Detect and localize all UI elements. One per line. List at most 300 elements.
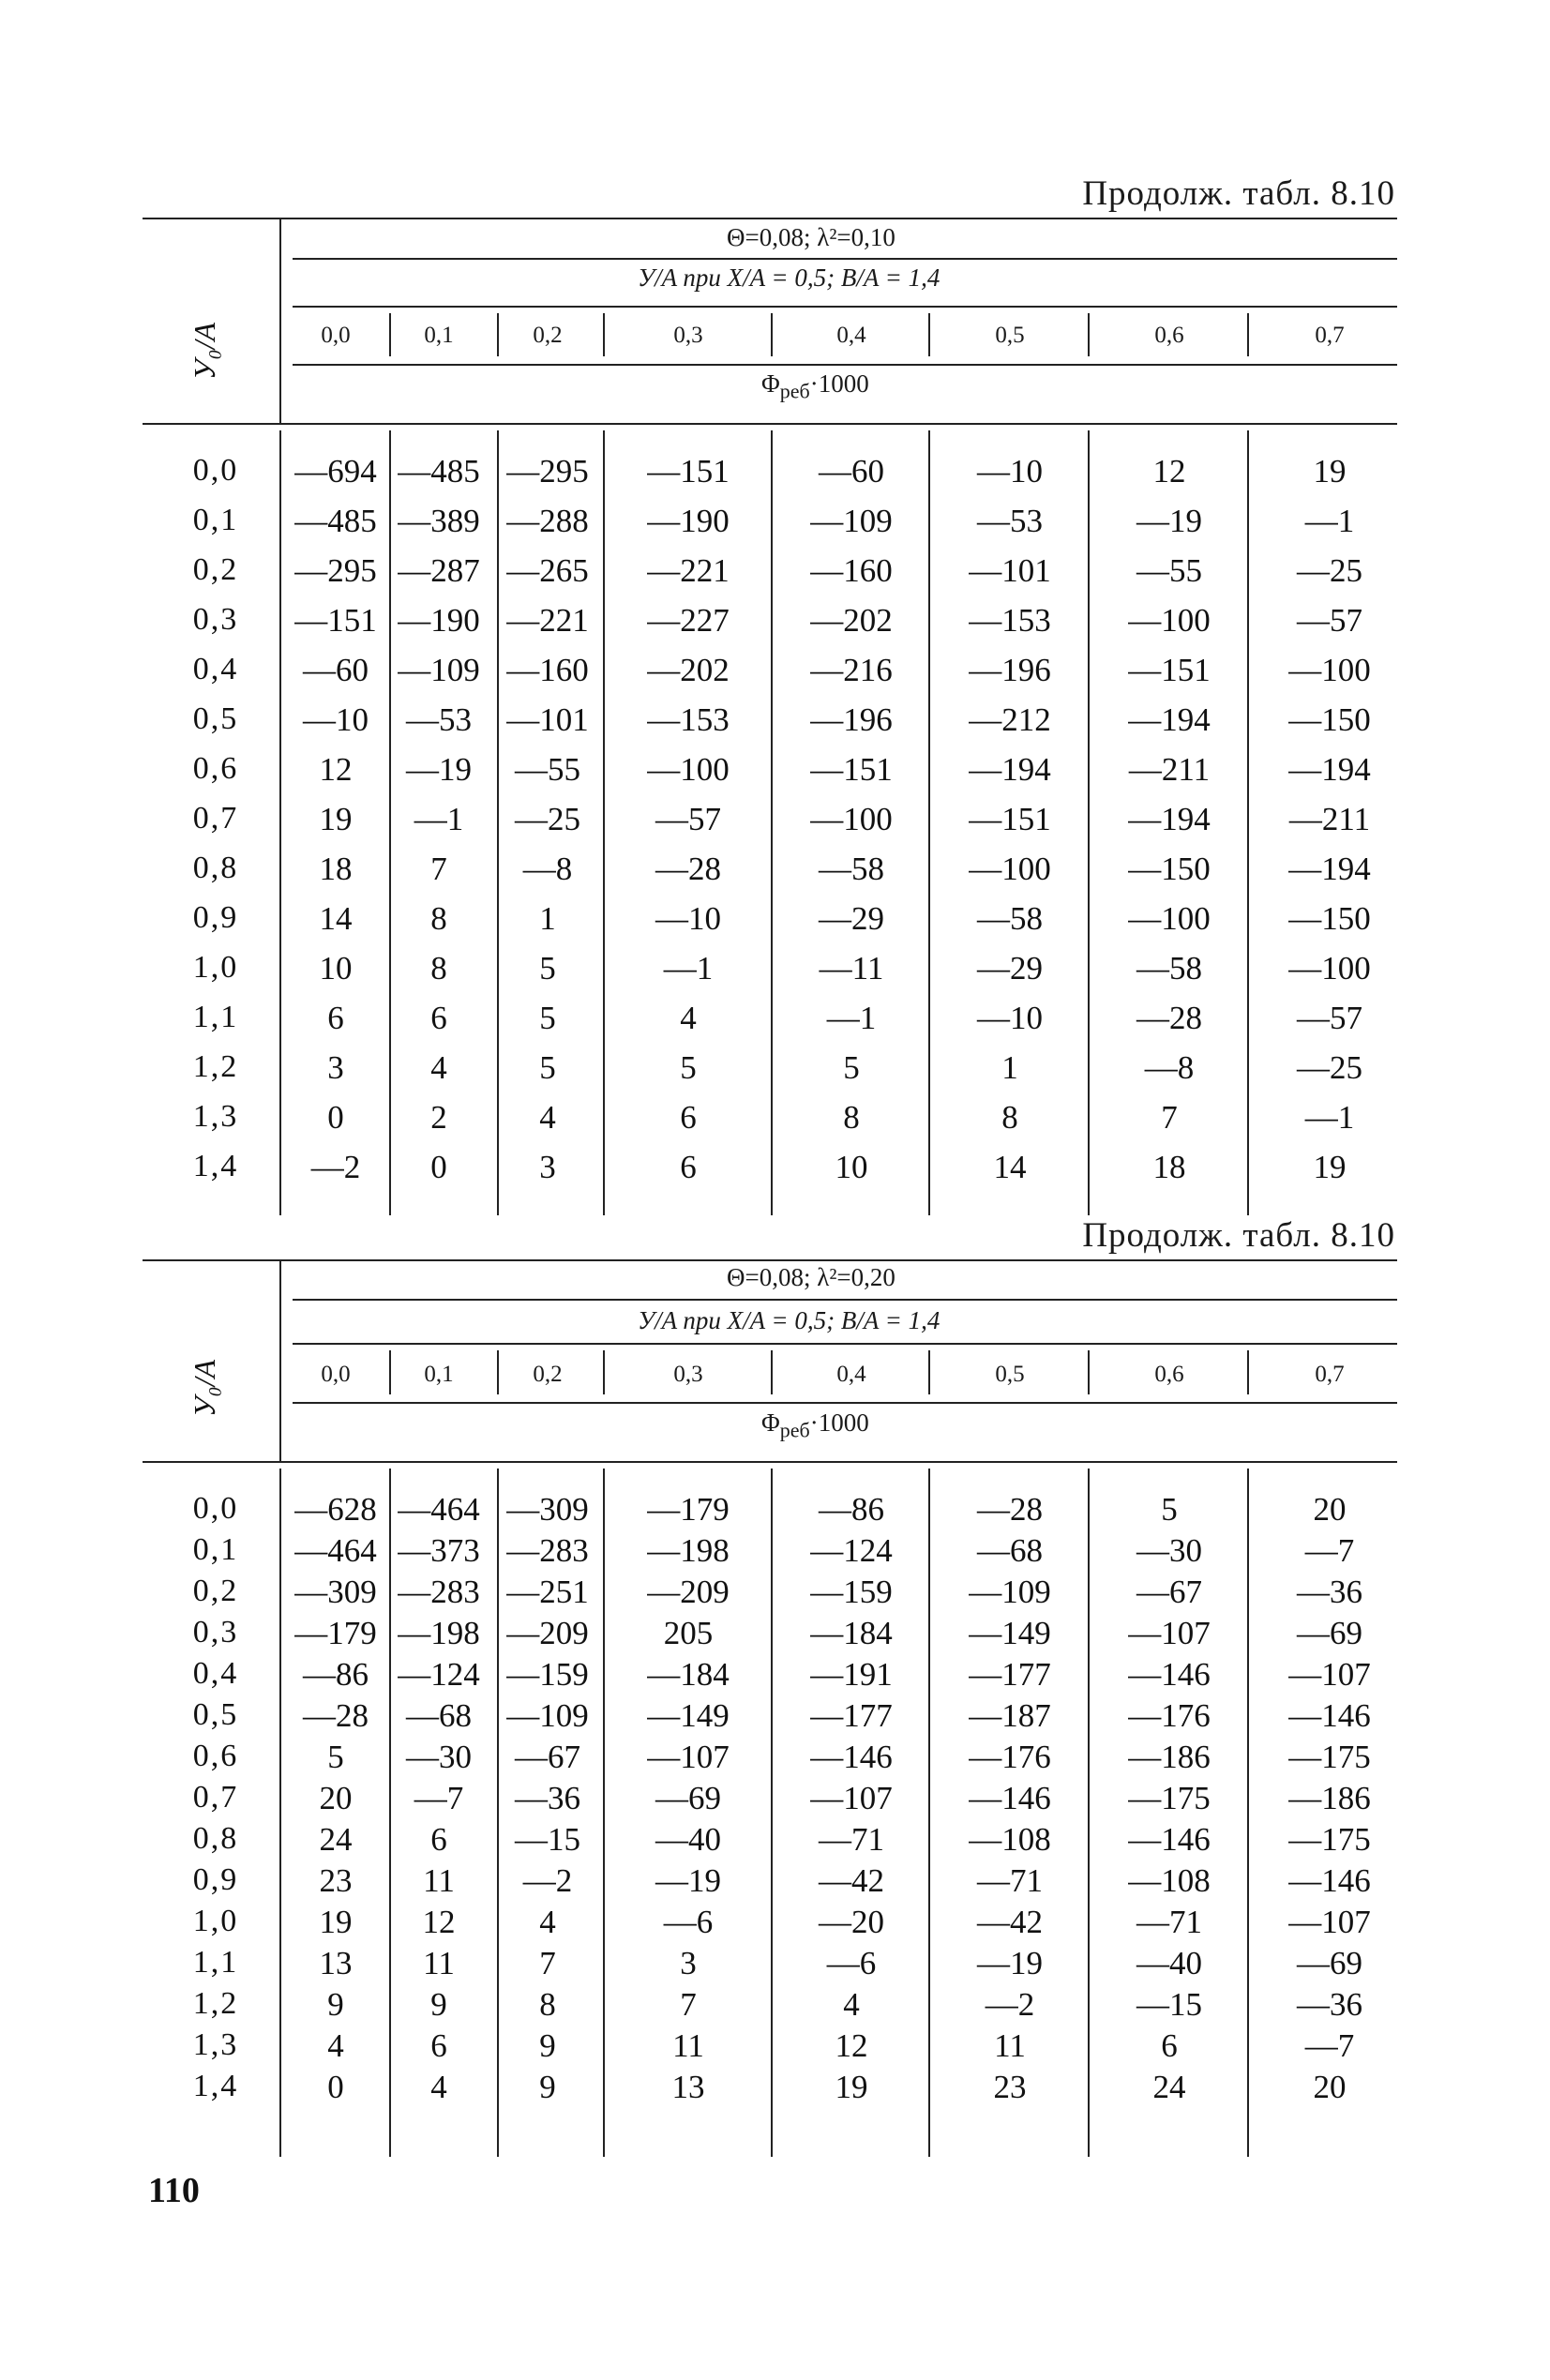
table-rule [293, 1402, 1397, 1404]
table-cell: 7 [1161, 1099, 1178, 1136]
column-header-separator [497, 313, 499, 356]
table-cell: —100 [810, 801, 893, 837]
column-header: 0,3 [673, 1362, 703, 1387]
table-cell: —109 [810, 503, 893, 539]
table-cell: —216 [810, 652, 893, 688]
table-cell: 11 [423, 1945, 455, 1981]
table-cell: —53 [406, 701, 472, 738]
table-cell: 4 [539, 1904, 556, 1940]
column-header: 0,6 [1154, 1362, 1184, 1387]
table-cell: —177 [969, 1656, 1051, 1693]
table-cell: 6 [430, 2027, 447, 2064]
table-cell: —194 [1288, 851, 1371, 887]
table-cell: —151 [1128, 652, 1211, 688]
table-cell: 12 [835, 2027, 868, 2064]
row-label: 1,2 [192, 1049, 239, 1084]
table-cell: —1 [414, 801, 464, 837]
table-cell: —150 [1288, 900, 1371, 937]
table-cell: —265 [506, 552, 589, 589]
table-cell: —10 [977, 1000, 1043, 1036]
table-cell: —146 [810, 1739, 893, 1775]
table-cell: —309 [294, 1574, 377, 1610]
table-cell: —109 [969, 1574, 1051, 1610]
table-cell: 19 [835, 2069, 868, 2105]
table-cell: —71 [1136, 1904, 1202, 1940]
table-cell: 6 [327, 1000, 344, 1036]
table-cell: —464 [294, 1532, 377, 1569]
table-cell: —100 [969, 851, 1051, 887]
table-cell: —10 [303, 701, 369, 738]
row-label: 0,5 [192, 1697, 239, 1732]
column-separator [389, 1469, 391, 2157]
table-cell: —160 [506, 652, 589, 688]
table-cell: —108 [1128, 1862, 1211, 1899]
table-cell: 6 [1161, 2027, 1178, 2064]
table-cell: 6 [430, 1821, 447, 1858]
table-cell: —146 [969, 1780, 1051, 1816]
table-cell: —19 [655, 1862, 721, 1899]
row-label: 0,5 [192, 701, 239, 736]
column-separator [771, 1469, 773, 2157]
row-label: 1,1 [192, 1000, 239, 1034]
table-cell: 3 [327, 1049, 344, 1086]
table-cell: —196 [810, 701, 893, 738]
table-cell: —160 [810, 552, 893, 589]
row-label: 0,3 [192, 602, 239, 637]
table-cell: —146 [1128, 1656, 1211, 1693]
column-header: 0,0 [321, 1362, 351, 1387]
table-cell: —295 [294, 552, 377, 589]
table-cell: 11 [672, 2027, 704, 2064]
table-cell: —36 [1297, 1574, 1362, 1610]
column-separator [1088, 1469, 1090, 2157]
column-header: 0,4 [836, 323, 866, 348]
table-cell: 1 [539, 900, 556, 937]
column-header-separator [603, 1350, 605, 1394]
table-cell: 3 [539, 1149, 556, 1185]
table-cell: —190 [398, 602, 480, 639]
row-label: 0,2 [192, 1574, 239, 1608]
table-cell: —196 [969, 652, 1051, 688]
column-header-separator [389, 313, 391, 356]
table-cell: 14 [993, 1149, 1027, 1185]
table-cell: 5 [680, 1049, 697, 1086]
column-header: 0,4 [836, 1362, 866, 1387]
table-cell: 12 [422, 1904, 456, 1940]
table-cell: —187 [969, 1697, 1051, 1734]
table-cell: —101 [969, 552, 1051, 589]
table-cell: 20 [1313, 2069, 1347, 2105]
table-cell: —109 [506, 1697, 589, 1734]
column-header: 0,3 [673, 323, 703, 348]
table-rule [293, 1299, 1397, 1301]
table-cell: 4 [843, 1986, 860, 2023]
table-cell: 2 [430, 1099, 447, 1136]
table-cell: 12 [319, 751, 353, 788]
table-cell: —159 [810, 1574, 893, 1610]
table-cell: 9 [539, 2027, 556, 2064]
table-cell: —202 [810, 602, 893, 639]
row-header: У₀/A [188, 322, 222, 381]
row-label: 1,3 [192, 2027, 239, 2062]
table-cell: —485 [294, 503, 377, 539]
table-cell: —69 [655, 1780, 721, 1816]
table-cell: —151 [647, 453, 730, 490]
table-cell: —151 [294, 602, 377, 639]
table-cell: —67 [1136, 1574, 1202, 1610]
column-separator [497, 1469, 499, 2157]
column-header: 0,0 [321, 323, 351, 348]
table-cell: 11 [994, 2027, 1026, 2064]
table-cell: —179 [294, 1615, 377, 1651]
column-header-separator [928, 1350, 930, 1394]
table-cell: —19 [977, 1945, 1043, 1981]
table-cell: —100 [1128, 900, 1211, 937]
table-cell: —186 [1128, 1739, 1211, 1775]
table-cell: —10 [977, 453, 1043, 490]
table-cell: —227 [647, 602, 730, 639]
table-cell: —191 [810, 1656, 893, 1693]
table-cell: —36 [515, 1780, 580, 1816]
table-cell: —198 [647, 1532, 730, 1569]
table-cell: 10 [835, 1149, 868, 1185]
column-header: 0,1 [424, 323, 454, 348]
column-header: 0,7 [1315, 323, 1345, 348]
table-caption: Продолж. табл. 8.10 [1082, 1216, 1395, 1255]
table-cell: —7 [1304, 2027, 1355, 2064]
table-cell: —42 [819, 1862, 884, 1899]
table-cell: —176 [1128, 1697, 1211, 1734]
table-cell: —190 [647, 503, 730, 539]
table-cell: —179 [647, 1491, 730, 1528]
table-cell: —283 [398, 1574, 480, 1610]
row-label: 1,4 [192, 2069, 239, 2103]
column-header-separator [603, 313, 605, 356]
table-cell: 205 [663, 1615, 714, 1651]
table-cell: —58 [819, 851, 884, 887]
table-cell: —100 [1288, 652, 1371, 688]
table-rule [293, 306, 1397, 308]
column-separator [771, 430, 773, 1215]
table-cell: 6 [680, 1099, 697, 1136]
table-cell: —251 [506, 1574, 589, 1610]
table-subtitle: У/A при X/A = 0,5; B/A = 1,4 [638, 264, 941, 292]
table-cell: —309 [506, 1491, 589, 1528]
table-cell: 4 [327, 2027, 344, 2064]
column-header: 0,2 [533, 1362, 563, 1387]
row-label: 0,9 [192, 900, 239, 935]
table-cell: 24 [1152, 2069, 1186, 2105]
header-divider [279, 218, 281, 423]
table-cell: 0 [327, 1099, 344, 1136]
table-cell: 12 [1152, 453, 1186, 490]
table-cell: 3 [680, 1945, 697, 1981]
table-cell: —194 [1128, 701, 1211, 738]
table-cell: 5 [327, 1739, 344, 1775]
table-cell: —194 [1128, 801, 1211, 837]
table-cell: —107 [647, 1739, 730, 1775]
column-header-separator [928, 313, 930, 356]
row-label: 0,9 [192, 1862, 239, 1897]
table-cell: 4 [430, 1049, 447, 1086]
table-cell: —175 [1288, 1739, 1371, 1775]
table-cell: —209 [506, 1615, 589, 1651]
column-separator [279, 430, 281, 1215]
table-cell: —101 [506, 701, 589, 738]
table-cell: —71 [819, 1821, 884, 1858]
table-cell: —107 [1288, 1656, 1371, 1693]
column-header-separator [771, 313, 773, 356]
table-cell: —11 [819, 950, 884, 987]
row-header: У₀/A [188, 1359, 222, 1418]
table-cell: —389 [398, 503, 480, 539]
table-cell: 8 [539, 1986, 556, 2023]
column-header: 0,5 [995, 323, 1025, 348]
table-cell: —194 [969, 751, 1051, 788]
table-cell: —211 [1128, 751, 1211, 788]
table-cell: —1 [826, 1000, 877, 1036]
table-cell: —68 [977, 1532, 1043, 1569]
table-cell: 19 [1313, 1149, 1347, 1185]
column-separator [1247, 1469, 1249, 2157]
row-label: 0,0 [192, 453, 239, 488]
table-title: Θ=0,08; λ²=0,20 [727, 1263, 895, 1291]
table-cell: —464 [398, 1491, 480, 1528]
column-separator [279, 1469, 281, 2157]
table-cell: —69 [1297, 1945, 1362, 1981]
table-cell: 6 [680, 1149, 697, 1185]
table-cell: —211 [1288, 801, 1371, 837]
table-cell: —7 [1304, 1532, 1355, 1569]
row-label: 0,4 [192, 652, 239, 686]
table-cell: —20 [819, 1904, 884, 1940]
table-cell: —1 [1304, 1099, 1355, 1136]
table-rule [293, 258, 1397, 260]
table-cell: 9 [430, 1986, 447, 2023]
table-cell: —68 [406, 1697, 472, 1734]
table-cell: —149 [969, 1615, 1051, 1651]
column-separator [603, 430, 605, 1215]
column-header-separator [1088, 1350, 1090, 1394]
row-label: 1,0 [192, 950, 239, 985]
table-cell: —10 [655, 900, 721, 937]
table-cell: —485 [398, 453, 480, 490]
table-cell: 11 [423, 1862, 455, 1899]
table-cell: —107 [1288, 1904, 1371, 1940]
column-header-separator [771, 1350, 773, 1394]
row-label: 0,7 [192, 1780, 239, 1815]
page-number: 110 [148, 2171, 200, 2210]
row-label: 1,1 [192, 1945, 239, 1980]
value-header: $\Phi_{реб}\cdot 1000$ [761, 1408, 869, 1442]
table-cell: —25 [1297, 1049, 1362, 1086]
table-cell: —146 [1288, 1697, 1371, 1734]
column-header-separator [1247, 1350, 1249, 1394]
table-cell: 9 [327, 1986, 344, 2023]
table-cell: —295 [506, 453, 589, 490]
header-divider [279, 1259, 281, 1461]
table-cell: —71 [977, 1862, 1043, 1899]
table-cell: —100 [647, 751, 730, 788]
table-cell: 14 [319, 900, 353, 937]
column-separator [928, 430, 930, 1215]
table-cell: 8 [430, 950, 447, 987]
table-cell: —153 [969, 602, 1051, 639]
table-cell: —194 [1288, 751, 1371, 788]
table-cell: —28 [303, 1697, 369, 1734]
table-cell: —151 [969, 801, 1051, 837]
table-cell: —124 [398, 1656, 480, 1693]
table-cell: —60 [303, 652, 369, 688]
table-cell: 8 [1001, 1099, 1018, 1136]
table-cell: —30 [1136, 1532, 1202, 1569]
table-cell: —146 [1128, 1821, 1211, 1858]
table-cell: —15 [515, 1821, 580, 1858]
column-separator [1247, 430, 1249, 1215]
table-cell: —67 [515, 1739, 580, 1775]
table-cell: 4 [539, 1099, 556, 1136]
row-label: 1,0 [192, 1904, 239, 1938]
table-cell: 19 [1313, 453, 1347, 490]
column-header: 0,6 [1154, 323, 1184, 348]
row-label: 0,0 [192, 1491, 239, 1526]
column-header: 0,2 [533, 323, 563, 348]
table-cell: —159 [506, 1656, 589, 1693]
table-cell: 19 [319, 801, 353, 837]
table-cell: 18 [319, 851, 353, 887]
table-cell: 5 [1161, 1491, 1178, 1528]
row-label: 0,8 [192, 1821, 239, 1856]
table-cell: —7 [414, 1780, 464, 1816]
table-cell: 7 [430, 851, 447, 887]
table-cell: 4 [680, 1000, 697, 1036]
column-header-separator [1088, 313, 1090, 356]
table-cell: —221 [506, 602, 589, 639]
table-cell: 5 [539, 950, 556, 987]
table-cell: —36 [1297, 1986, 1362, 2023]
table-cell: —100 [1288, 950, 1371, 987]
table-cell: —176 [969, 1739, 1051, 1775]
table-cell: —86 [819, 1491, 884, 1528]
table-cell: —209 [647, 1574, 730, 1610]
table-cell: —109 [398, 652, 480, 688]
table-cell: —28 [1136, 1000, 1202, 1036]
table-rule [293, 1343, 1397, 1345]
table-cell: —60 [819, 453, 884, 490]
table-cell: —177 [810, 1697, 893, 1734]
row-label: 0,6 [192, 1739, 239, 1773]
table-cell: 13 [671, 2069, 705, 2105]
table-cell: —69 [1297, 1615, 1362, 1651]
table-cell: —107 [810, 1780, 893, 1816]
table-cell: —29 [977, 950, 1043, 987]
column-header-separator [1247, 313, 1249, 356]
table-rule [143, 218, 1397, 219]
table-cell: 24 [319, 1821, 353, 1858]
table-cell: —100 [1128, 602, 1211, 639]
table-cell: 18 [1152, 1149, 1186, 1185]
table-cell: —57 [1297, 1000, 1362, 1036]
table-rule [293, 364, 1397, 366]
table-cell: —184 [647, 1656, 730, 1693]
table-cell: 0 [327, 2069, 344, 2105]
row-label: 0,1 [192, 503, 239, 537]
table-cell: 8 [843, 1099, 860, 1136]
row-label: 0,3 [192, 1615, 239, 1649]
table-cell: —57 [655, 801, 721, 837]
table-cell: —58 [977, 900, 1043, 937]
table-cell: —175 [1128, 1780, 1211, 1816]
table-cell: 7 [680, 1986, 697, 2023]
table-cell: 19 [319, 1904, 353, 1940]
table-cell: —287 [398, 552, 480, 589]
value-header: $\Phi_{реб}\cdot 1000$ [761, 369, 869, 403]
table-cell: —40 [655, 1821, 721, 1858]
table-cell: —151 [810, 751, 893, 788]
column-header: 0,5 [995, 1362, 1025, 1387]
table-cell: 0 [430, 1149, 447, 1185]
table-cell: —29 [819, 900, 884, 937]
table-cell: —146 [1288, 1862, 1371, 1899]
table-cell: —221 [647, 552, 730, 589]
table-cell: —40 [1136, 1945, 1202, 1981]
table-cell: —283 [506, 1532, 589, 1569]
table-rule [143, 1461, 1397, 1463]
table-cell: —184 [810, 1615, 893, 1651]
table-cell: 5 [539, 1000, 556, 1036]
table-cell: —42 [977, 1904, 1043, 1940]
table-cell: —694 [294, 453, 377, 490]
table-cell: —19 [1136, 503, 1202, 539]
table-cell: —6 [826, 1945, 877, 1981]
column-header: 0,7 [1315, 1362, 1345, 1387]
table-cell: 13 [319, 1945, 353, 1981]
table-cell: —186 [1288, 1780, 1371, 1816]
column-separator [1088, 430, 1090, 1215]
column-header-separator [389, 1350, 391, 1394]
table-cell: —15 [1136, 1986, 1202, 2023]
table-cell: —1 [663, 950, 714, 987]
table-cell: —107 [1128, 1615, 1211, 1651]
table-cell: —150 [1128, 851, 1211, 887]
table-cell: —57 [1297, 602, 1362, 639]
row-label: 0,2 [192, 552, 239, 587]
row-label: 0,7 [192, 801, 239, 836]
table-cell: —2 [310, 1149, 361, 1185]
column-header: 0,1 [424, 1362, 454, 1387]
table-cell: —149 [647, 1697, 730, 1734]
row-label: 0,1 [192, 1532, 239, 1567]
row-label: 0,4 [192, 1656, 239, 1691]
table-rule [143, 423, 1397, 425]
table-cell: —55 [515, 751, 580, 788]
table-subtitle: У/A при X/A = 0,5; B/A = 1,4 [638, 1306, 941, 1334]
table-cell: 6 [430, 1000, 447, 1036]
table-cell: —628 [294, 1491, 377, 1528]
table-cell: —2 [522, 1862, 573, 1899]
table-cell: —1 [1304, 503, 1355, 539]
table-cell: —373 [398, 1532, 480, 1569]
table-cell: —25 [1297, 552, 1362, 589]
column-separator [603, 1469, 605, 2157]
table-cell: —150 [1288, 701, 1371, 738]
table-cell: 5 [539, 1049, 556, 1086]
table-cell: —2 [985, 1986, 1035, 2023]
table-cell: —55 [1136, 552, 1202, 589]
table-cell: —8 [1144, 1049, 1195, 1086]
column-header-separator [497, 1350, 499, 1394]
row-label: 0,8 [192, 851, 239, 885]
